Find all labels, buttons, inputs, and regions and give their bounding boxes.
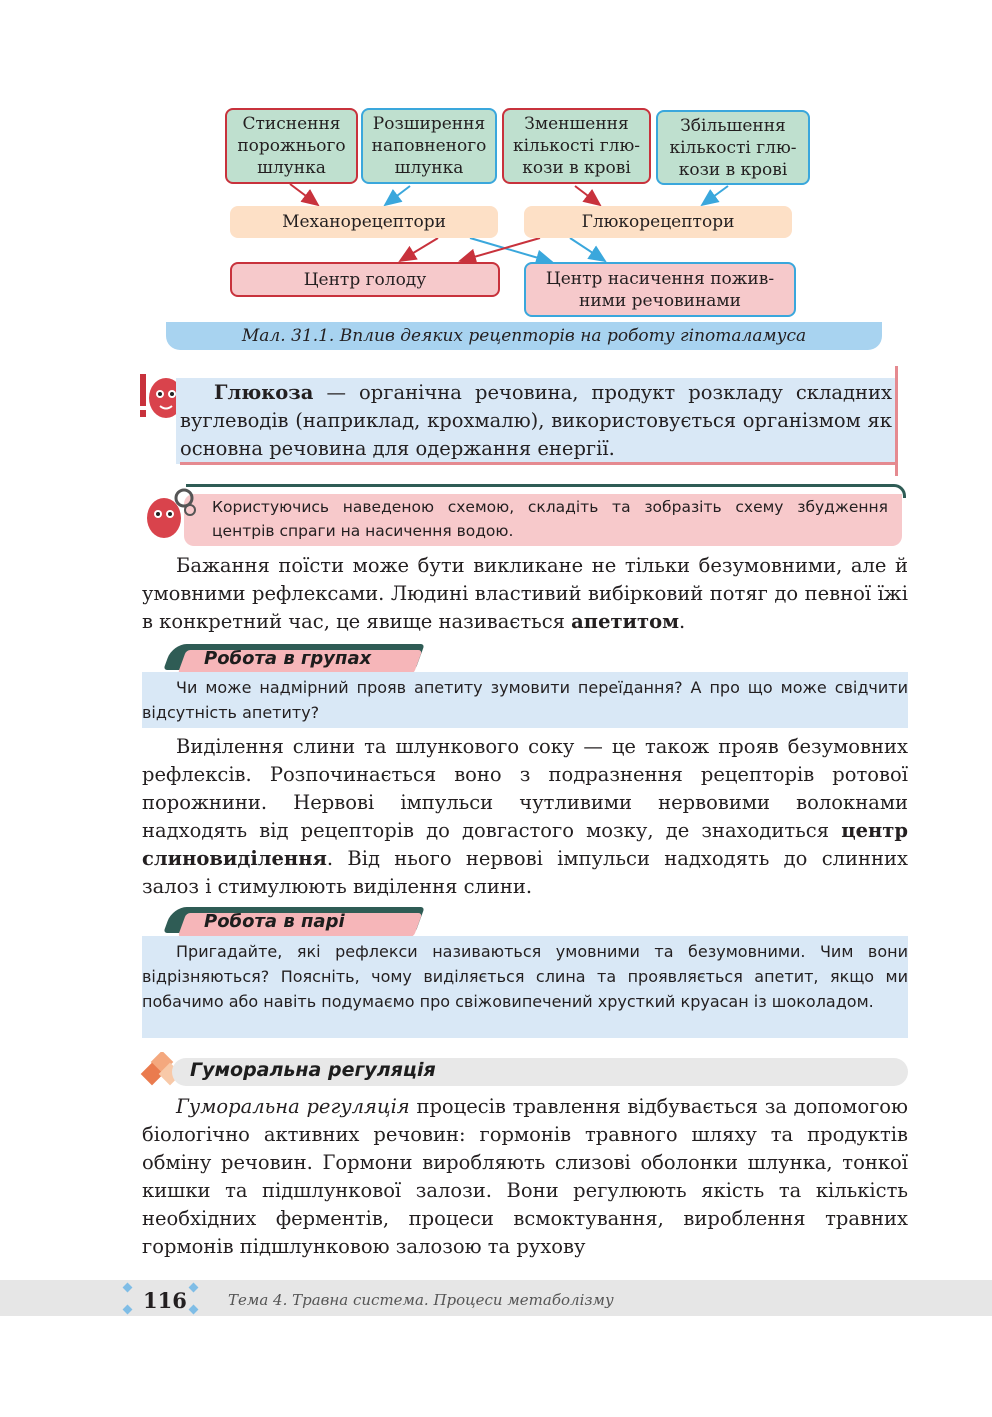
definition-text: Глюкоза — органічна речовина, продукт розкладу складних вуглеводів (наприклад, крохмалю), використовується організмом як основна речовина для одержання енергії. xyxy=(180,381,892,460)
group-work-question: Чи може надмірний прояв апетиту зумовити переїдання? А про що може свідчити відсутність апетиту? xyxy=(142,678,908,722)
glucose-increase-box: Збільшення кількості глю-кози в крові xyxy=(656,110,810,185)
section-title: Гуморальна регуляція xyxy=(190,1059,436,1081)
hunger-center-box: Центр голоду xyxy=(230,262,500,297)
paragraph-salivation: Виділення слини та шлункового соку — це також прояв безумовних рефлексів. Розпочинається воно з подразнення рецепторів ротової порожнини. Нервові імпульси чутливими нервовими волокнами надходять від рецепторів до довгастого мозку, де знаходиться центр слиновиділення. Від нього нервові імпульси надходять до слинних залоз і стимулюють виділення слини. xyxy=(142,735,908,898)
figure-caption: Мал. 31.1. Вплив деяких рецепторів на роботу гіпоталамуса xyxy=(166,322,882,350)
arrow-red-1 xyxy=(290,184,318,205)
arrow-red-2 xyxy=(575,186,600,205)
pair-work-question: Пригадайте, які рефлекси називаються умовними та безумовними. Чим вони відрізняються? Поясніть, чому виділяється слина та проявляється апетит, якщо ми побачимо або навіть подумаємо про свіжовипечений хрусткий круасан із шоколадом. xyxy=(142,942,908,1011)
arrow-red-3 xyxy=(400,238,438,261)
page-number: 116 xyxy=(143,1288,187,1313)
arrow-blue-1 xyxy=(385,186,410,205)
mechanoreceptors-box: Механорецептори xyxy=(230,206,498,238)
task-text: Користуючись наведеною схемою, складіть та зобразіть схему збудження центрів спраги на насичення водою. xyxy=(212,498,888,540)
paragraph-appetite: Бажання поїсти може бути викликане не тільки безумовними, але й умовними рефлексами. Людині властивий вибірковий потяг до певної їжі в конкретний час, це явище називається апетитом. xyxy=(142,554,908,633)
arrow-blue-2 xyxy=(702,186,728,205)
group-work-label: Робота в групах xyxy=(204,648,372,669)
diagram-arrows xyxy=(0,0,992,360)
stomach-distension-box: Розширення наповненого шлунка xyxy=(361,108,497,184)
paragraph-humoral: Гуморальна регуляція процесів травлення відбувається за допомогою біологічно активних речовин: гормонів травного шляху та продуктів обміну речовин. Гормони виробляють слизові оболонки шлунка, тонкої кишки та підшлункової залози. Вони регулюють якість та кількість необхідних ферментів, процеси всмоктування, вироблення травних гормонів підшлунковою залозою та рухову xyxy=(142,1095,908,1258)
arrow-blue-3 xyxy=(470,238,552,262)
group-work-header xyxy=(168,644,428,670)
stomach-compression-box: Стиснення порожнього шлунка xyxy=(225,108,358,184)
satiety-center-box: Центр насичення пожив-ними речовинами xyxy=(524,262,796,317)
arrow-red-4 xyxy=(460,238,540,261)
glucoreceptors-box: Глюкорецептори xyxy=(524,206,792,238)
definition-rule xyxy=(895,366,898,476)
arrow-blue-4 xyxy=(570,238,605,261)
glucose-decrease-box: Зменшення кількості глю-кози в крові xyxy=(502,108,651,184)
mascot-gears-icon xyxy=(138,486,198,546)
pair-work-header xyxy=(168,907,428,933)
footer-topic: Тема 4. Травна система. Процеси метаболізму xyxy=(228,1291,614,1309)
pair-work-label: Робота в парі xyxy=(204,911,345,932)
